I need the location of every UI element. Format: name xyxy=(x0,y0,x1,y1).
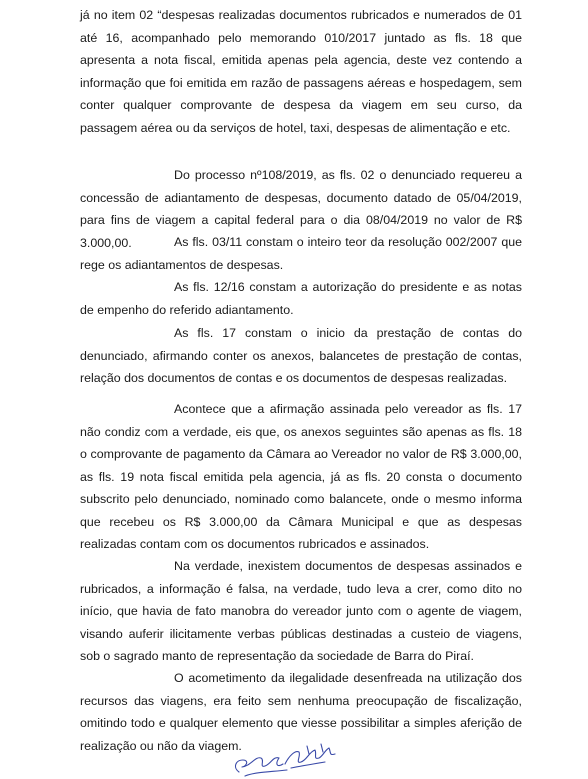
paragraph-item-02-expenses: já no item 02 “despesas realizadas documentos rubricados e numerados de 01 até 16, acompanhado pelo memorando 010/2017 juntado as fls. 18 que apresenta a nota fiscal, emitida apenas pela agencia, deste vez contendo a informação que foi emitida em razão de passagens aéreas e hospedagem, sem conter qualquer comprovante de despesa da viagem em seu curso, da passagem aérea ou da serviços de hotel, taxi, despesas de alimentação e etc. xyxy=(80,8,522,135)
paragraph-no-documents: Na verdade, inexistem documentos de despesas assinados e rubricados, a informação é falsa, na verdade, tudo leva a crer, como dito no início, que havia de fato manobra do vereador junto com o agente de viagem, visando auferir ilicitamente verbas públicas destinadas a custeio de viagens, sob o sagrado manto de representação da sociedade de Barra do Piraí. xyxy=(80,559,522,663)
paragraph-illegality: O acometimento da ilegalidade desenfreada na utilização dos recursos das viagens, era feito sem nenhuma preocupação de fiscalização, omitindo todo e qualquer elemento que viesse possibilitar a simples aferição de realização ou não da viagem. xyxy=(80,671,522,753)
paragraph-process-108-2019: Do processo nº108/2019, as fls. 02 o denunciado requereu a concessão de adiantamento de despesas, documento datado de 05/04/2019, para fins de viagem a capital federal para o dia 08/04/2019 no valor de R$ 3.000,00. xyxy=(80,168,522,250)
paragraph-fls-17: As fls. 17 constam o inicio da prestação de contas do denunciado, afirmando conter os anexos, balancetes de prestação de contas, relação dos documentos de contas e os documentos de despesas realizadas. xyxy=(80,326,522,385)
handwritten-signature xyxy=(225,742,345,779)
paragraph-statement-analysis: Acontece que a afirmação assinada pelo vereador as fls. 17 não condiz com a verdade, eis que, os anexos seguintes são apenas as fls. 18 o comprovante de pagamento da Câmara ao Vereador no valor de R$ 3.000,00, as fls. 19 nota fiscal emitida pela agencia, já as fls. 20 consta o documento subscrito pelo denunciado, nominado como balancete, onde o mesmo informa que recebeu os R$ 3.000,00 da Câmara Municipal e que as despesas realizadas contam com os documentos rubricados e assinados. xyxy=(80,402,522,551)
paragraph-fls-12-16: As fls. 12/16 constam a autorização do presidente e as notas de empenho do referido adiantamento. xyxy=(80,280,522,317)
paragraph-fls-03-11: As fls. 03/11 constam o inteiro teor da resolução 002/2007 que rege os adiantamentos de despesas. xyxy=(80,235,522,272)
